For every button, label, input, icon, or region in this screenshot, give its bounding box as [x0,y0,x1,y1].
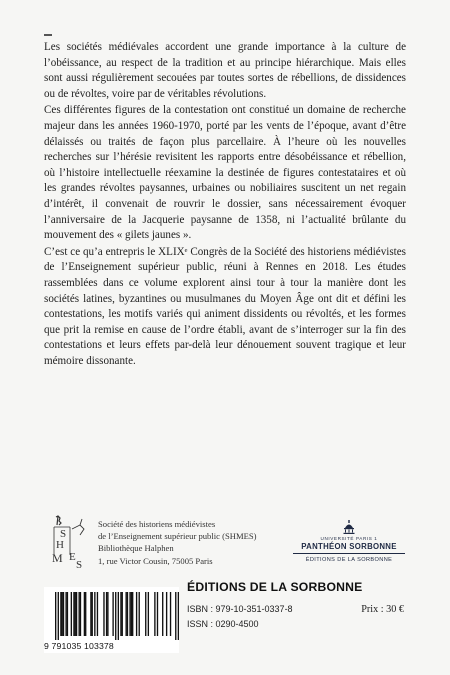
barcode-bar [60,592,61,636]
pantheon-dome-icon [342,520,356,534]
barcode-bar [94,592,95,636]
barcode-bar [75,592,76,636]
barcode-bar [63,592,64,636]
svg-text:S: S [76,559,83,571]
paragraph-1: Les sociétés médiévales accordent une grande importance à la culture de l’obéissance, au respect de la tradition et au principe hiérarchique. Mais elles sont aussi régulièrement secouées par toutes sortes de rébellions, de dissidences ou de révoltes, voire par de véritables révolutions. [44,41,406,100]
barcode-bar [107,592,108,636]
barcode-bar [92,592,93,636]
barcode-bar [166,592,167,636]
barcode-bar [71,592,72,636]
barcode-bar [90,592,91,636]
price: Prix : 30 € [361,604,404,615]
barcode-bar [73,592,74,636]
barcode-bar [65,592,66,636]
barcode-bar [178,592,179,640]
barcode-bar [118,592,119,640]
publisher-name: ÉDITIONS DE LA SORBONNE [187,580,363,594]
svg-text:S: S [60,528,67,540]
issn-number: ISSN : 0290-4500 [187,619,259,629]
shmes-logo [50,515,90,571]
barcode-bar [106,592,107,636]
barcode-bar [115,592,116,640]
back-cover-blurb [44,40,406,369]
barcode-bar [103,592,104,636]
university-editions: ÉDITIONS DE LA SORBONNE [305,557,393,563]
barcode-bar [122,592,123,636]
barcode-bar [157,592,158,636]
university-small-label: UNIVERSITÉ PARIS 1 [320,536,378,541]
isbn-number: ISBN : 979-10-351-0337-8 [187,604,293,614]
university-name: PANTHÉON SORBONNE [301,542,397,551]
barcode-bar [97,592,98,636]
barcode-bar [76,592,77,636]
corner-mark [44,34,52,36]
barcode-bar [136,592,137,636]
svg-text:E: E [69,551,76,563]
barcode-number: 9 791035 103378 [44,641,114,651]
society-line-3: Bibliothèque Halphen [98,543,174,554]
society-address [98,518,273,567]
barcode-bar [129,592,130,636]
barcode-bar [127,592,128,636]
barcode-bar [55,592,56,640]
isbn-block [187,602,293,632]
barcode-bar [175,592,176,640]
barcode [55,592,179,640]
barcode-bar [80,592,81,636]
svg-text:M: M [52,551,63,565]
barcode-bar [67,592,68,636]
barcode-bar [148,592,149,636]
barcode-bar [170,592,171,636]
paragraph-2: Ces différentes figures de la contestation ont constitué un domaine de recherche majeur dans les années 1960-1970, porté par les vents de l’époque, avant d’être délaissés ou traités de façon plus parcellaire. À l’heure où les nouvelles recherches sur l’hérésie revisitent les rapports entre désobéissance et rébellion, où l’histoire intellectuelle réexamine la destinée de figures contestataires et où les grandes révoltes paysannes, urbaines ou nobiliaires suscitent un net regain d’intérêt, il convenait de rouvrir le dossier, sans nécessairement évoquer l’anniversaire de la Jacquerie paysanne de 1358, ni l’actualité brûlante du mouvement des « gilets jaunes ». [44,104,406,242]
barcode-bar [84,592,85,636]
society-line-4: 1, rue Victor Cousin, 75005 Paris [98,555,213,566]
barcode-bar [78,592,79,636]
university-logo [290,520,408,564]
paragraph-3: C’est ce qu’a entrepris le XLIXᵉ Congrès de la Société des historiens médiévistes de l’Enseignement supérieur public, réuni à Rennes en 2018. Les études rassemblées dans ce volume explorent ainsi tour à tour la manière dont les sociétés latines, byzantines ou musulmanes du Moyen Âge ont dit et défini les contestations, les motifs variés qui animent dissidents ou révoltés, et les formes que prit la remise en cause de l’ordre établi, avant de s’interroger sur la fin des contestations et leurs effets par-delà leur dénouement souvent tragique et leur mémoire dissonante. [44,245,406,367]
university-divider [293,553,405,554]
barcode-bar [145,592,146,636]
barcode-bar [85,592,86,636]
barcode-bar [139,592,140,636]
barcode-bar [58,592,59,640]
svg-text:H: H [56,539,64,551]
society-line-1: Société des historiens médiévistes [98,519,216,529]
society-line-2: de l’Enseignement supérieur public (SHMES) [98,531,257,542]
barcode-bar [125,592,126,636]
barcode-bar [154,592,155,636]
barcode-bar [120,592,121,636]
barcode-bar [162,592,163,636]
barcode-bar [62,592,63,636]
barcode-bar [132,592,133,636]
barcode-bar [131,592,132,636]
barcode-bar [112,592,113,636]
